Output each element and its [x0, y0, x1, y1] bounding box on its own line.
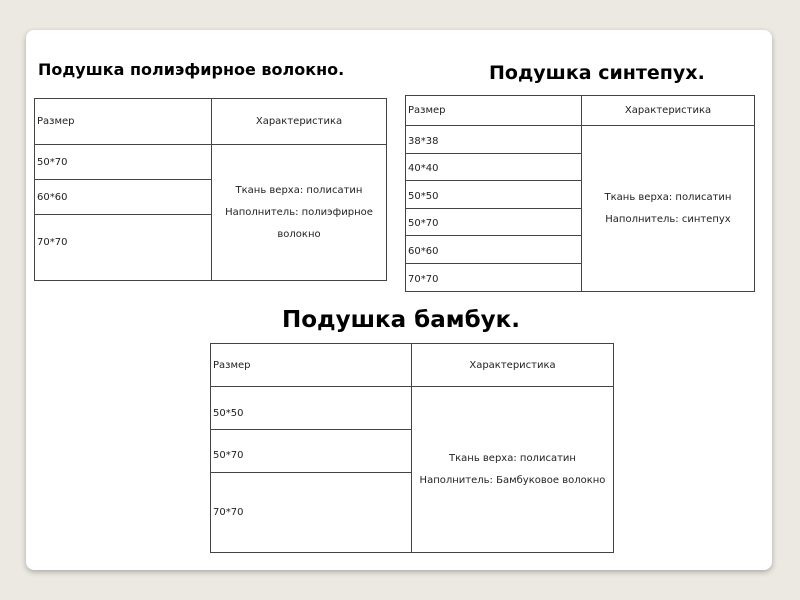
size-cell: 50*50: [211, 387, 412, 430]
bamboo-spec-table: [210, 343, 614, 553]
fabric-text: Ткань верха: полисатин: [235, 184, 363, 196]
size-cell: 60*60: [35, 180, 212, 215]
size-cell: 70*70: [211, 473, 412, 553]
size-cell: 50*50: [406, 181, 582, 209]
fabric-text: Ткань верха: полисатин: [449, 452, 576, 464]
title-polyester-pillow: Подушка полиэфирное волокно.: [38, 60, 345, 79]
table-header-row: [35, 99, 387, 145]
header-characteristic: Характеристика: [582, 96, 755, 126]
table-row: [35, 145, 387, 180]
filler-text: Наполнитель: Бамбуковое волокно: [419, 474, 606, 486]
size-cell: 70*70: [406, 264, 582, 292]
size-cell: 38*38: [406, 126, 582, 154]
table-row: [211, 387, 614, 430]
description-cell: [582, 126, 755, 292]
header-characteristic: Характеристика: [212, 99, 387, 145]
size-cell: 50*70: [406, 209, 582, 236]
polyester-spec-table: [34, 98, 387, 281]
size-cell: 60*60: [406, 236, 582, 264]
description-cell: [412, 387, 614, 553]
header-size: Размер: [406, 96, 582, 126]
description-cell: [212, 145, 387, 281]
header-characteristic: Характеристика: [412, 344, 614, 387]
size-cell: 70*70: [35, 215, 212, 281]
filler-text: Наполнитель: полиэфирное волокно: [225, 206, 373, 240]
size-cell: 40*40: [406, 154, 582, 181]
header-size: Размер: [35, 99, 212, 145]
sintepuh-spec-table: [405, 95, 755, 292]
table-header-row: [406, 96, 755, 126]
fabric-text: Ткань верха: полисатин: [604, 191, 732, 203]
title-sintepuh-pillow: Подушка синтепух.: [489, 62, 705, 84]
size-cell: 50*70: [35, 145, 212, 180]
size-cell: 50*70: [211, 430, 412, 473]
filler-text: Наполнитель: синтепух: [605, 213, 731, 225]
header-size: Размер: [211, 344, 412, 387]
table-row: [406, 126, 755, 154]
table-header-row: [211, 344, 614, 387]
title-bamboo-pillow: Подушка бамбук.: [282, 307, 520, 333]
